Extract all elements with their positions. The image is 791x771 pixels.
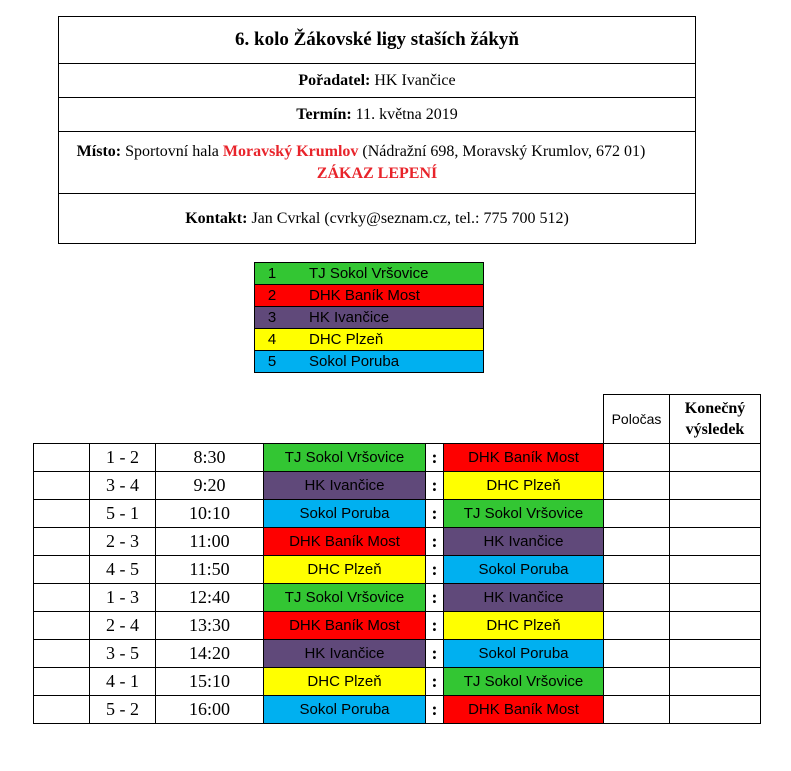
contact-row xyxy=(59,194,696,244)
organizer-label: Pořadatel: xyxy=(298,71,371,89)
date-row xyxy=(59,98,696,132)
match-row xyxy=(34,584,761,612)
organizer-row xyxy=(59,64,696,98)
date-value: 11. května 2019 xyxy=(355,105,458,123)
match-blank-cell xyxy=(34,612,90,640)
match-pair: 3 - 4 xyxy=(90,472,156,500)
team-legend xyxy=(254,262,484,373)
match-blank-cell xyxy=(34,444,90,472)
halftime-score-cell xyxy=(604,640,670,668)
legend-team-number: 4 xyxy=(255,329,290,351)
match-separator: : xyxy=(426,696,444,724)
match-pair: 5 - 1 xyxy=(90,500,156,528)
final-score-cell xyxy=(670,500,761,528)
match-time: 15:10 xyxy=(156,668,264,696)
contact-label: Kontakt: xyxy=(185,209,248,227)
match-row xyxy=(34,640,761,668)
legend-team-number: 2 xyxy=(255,285,290,307)
match-blank-cell xyxy=(34,472,90,500)
no-glue-notice: ZÁKAZ LEPENÍ xyxy=(316,164,438,182)
match-pair: 4 - 5 xyxy=(90,556,156,584)
legend-item xyxy=(255,351,484,373)
match-time: 12:40 xyxy=(156,584,264,612)
match-row xyxy=(34,528,761,556)
place-town: Moravský Krumlov xyxy=(222,142,359,160)
match-home-team: DHK Baník Most xyxy=(264,528,426,556)
match-blank-cell xyxy=(34,500,90,528)
final-score-cell xyxy=(670,668,761,696)
match-row xyxy=(34,500,761,528)
match-pair: 2 - 3 xyxy=(90,528,156,556)
organizer-value: HK Ivančice xyxy=(374,71,456,89)
final-score-cell xyxy=(670,472,761,500)
match-row xyxy=(34,472,761,500)
match-pair: 2 - 4 xyxy=(90,612,156,640)
match-pair: 1 - 2 xyxy=(90,444,156,472)
legend-team-name: HK Ivančice xyxy=(289,307,484,329)
final-result-header: Konečný výsledek xyxy=(670,395,761,444)
halftime-score-cell xyxy=(604,556,670,584)
match-blank-cell xyxy=(34,556,90,584)
match-time: 14:20 xyxy=(156,640,264,668)
halftime-score-cell xyxy=(604,584,670,612)
legend-team-number: 3 xyxy=(255,307,290,329)
match-home-team: TJ Sokol Vršovice xyxy=(264,444,426,472)
place-label: Místo: xyxy=(76,142,122,160)
match-blank-cell xyxy=(34,668,90,696)
match-blank-cell xyxy=(34,528,90,556)
page-title: 6. kolo Žákovské ligy staších žákyň xyxy=(59,17,696,64)
halftime-score-cell xyxy=(604,444,670,472)
legend-item xyxy=(255,263,484,285)
match-pair: 1 - 3 xyxy=(90,584,156,612)
legend-team-name: TJ Sokol Vršovice xyxy=(289,263,484,285)
match-pair: 5 - 2 xyxy=(90,696,156,724)
match-away-team: HK Ivančice xyxy=(444,584,604,612)
match-separator: : xyxy=(426,612,444,640)
match-time: 11:00 xyxy=(156,528,264,556)
legend-team-name: Sokol Poruba xyxy=(289,351,484,373)
match-away-team: DHK Baník Most xyxy=(444,696,604,724)
place-prefix: Sportovní hala xyxy=(125,142,219,160)
match-time: 11:50 xyxy=(156,556,264,584)
match-pair: 4 - 1 xyxy=(90,668,156,696)
match-separator: : xyxy=(426,472,444,500)
contact-value: Jan Cvrkal (cvrky@seznam.cz, tel.: 775 700 512) xyxy=(251,209,569,227)
match-time: 8:30 xyxy=(156,444,264,472)
match-row xyxy=(34,668,761,696)
halftime-score-cell xyxy=(604,612,670,640)
match-away-team: TJ Sokol Vršovice xyxy=(444,500,604,528)
final-score-cell xyxy=(670,528,761,556)
match-time: 13:30 xyxy=(156,612,264,640)
place-address: (Nádražní 698, Moravský Krumlov, 672 01) xyxy=(362,142,646,160)
match-home-team: DHK Baník Most xyxy=(264,612,426,640)
halftime-score-cell xyxy=(604,696,670,724)
match-separator: : xyxy=(426,584,444,612)
match-time: 16:00 xyxy=(156,696,264,724)
match-home-team: DHC Plzeň xyxy=(264,668,426,696)
match-row xyxy=(34,696,761,724)
legend-team-name: DHC Plzeň xyxy=(289,329,484,351)
match-row xyxy=(34,612,761,640)
match-home-team: Sokol Poruba xyxy=(264,696,426,724)
final-score-cell xyxy=(670,640,761,668)
date-label: Termín: xyxy=(296,105,352,123)
final-score-cell xyxy=(670,584,761,612)
match-row xyxy=(34,444,761,472)
match-time: 10:10 xyxy=(156,500,264,528)
place-row xyxy=(59,132,696,194)
final-score-cell xyxy=(670,556,761,584)
match-separator: : xyxy=(426,668,444,696)
halftime-header: Poločas xyxy=(604,395,670,444)
legend-team-number: 5 xyxy=(255,351,290,373)
match-away-team: TJ Sokol Vršovice xyxy=(444,668,604,696)
final-score-cell xyxy=(670,444,761,472)
match-time: 9:20 xyxy=(156,472,264,500)
match-separator: : xyxy=(426,556,444,584)
match-home-team: DHC Plzeň xyxy=(264,556,426,584)
halftime-score-cell xyxy=(604,668,670,696)
match-separator: : xyxy=(426,500,444,528)
match-separator: : xyxy=(426,640,444,668)
tournament-info-table xyxy=(58,16,696,244)
match-home-team: HK Ivančice xyxy=(264,640,426,668)
legend-team-name: DHK Baník Most xyxy=(289,285,484,307)
match-home-team: Sokol Poruba xyxy=(264,500,426,528)
match-away-team: HK Ivančice xyxy=(444,528,604,556)
match-away-team: Sokol Poruba xyxy=(444,640,604,668)
final-score-cell xyxy=(670,612,761,640)
match-blank-cell xyxy=(34,584,90,612)
halftime-score-cell xyxy=(604,528,670,556)
match-separator: : xyxy=(426,528,444,556)
match-home-team: HK Ivančice xyxy=(264,472,426,500)
match-away-team: DHC Plzeň xyxy=(444,472,604,500)
match-blank-cell xyxy=(34,640,90,668)
match-row xyxy=(34,556,761,584)
legend-item xyxy=(255,329,484,351)
halftime-score-cell xyxy=(604,472,670,500)
halftime-score-cell xyxy=(604,500,670,528)
legend-team-number: 1 xyxy=(255,263,290,285)
match-home-team: TJ Sokol Vršovice xyxy=(264,584,426,612)
match-away-team: DHC Plzeň xyxy=(444,612,604,640)
match-away-team: Sokol Poruba xyxy=(444,556,604,584)
final-score-cell xyxy=(670,696,761,724)
legend-item xyxy=(255,307,484,329)
match-blank-cell xyxy=(34,696,90,724)
match-away-team: DHK Baník Most xyxy=(444,444,604,472)
match-pair: 3 - 5 xyxy=(90,640,156,668)
match-schedule-table xyxy=(33,394,761,724)
match-separator: : xyxy=(426,444,444,472)
legend-item xyxy=(255,285,484,307)
